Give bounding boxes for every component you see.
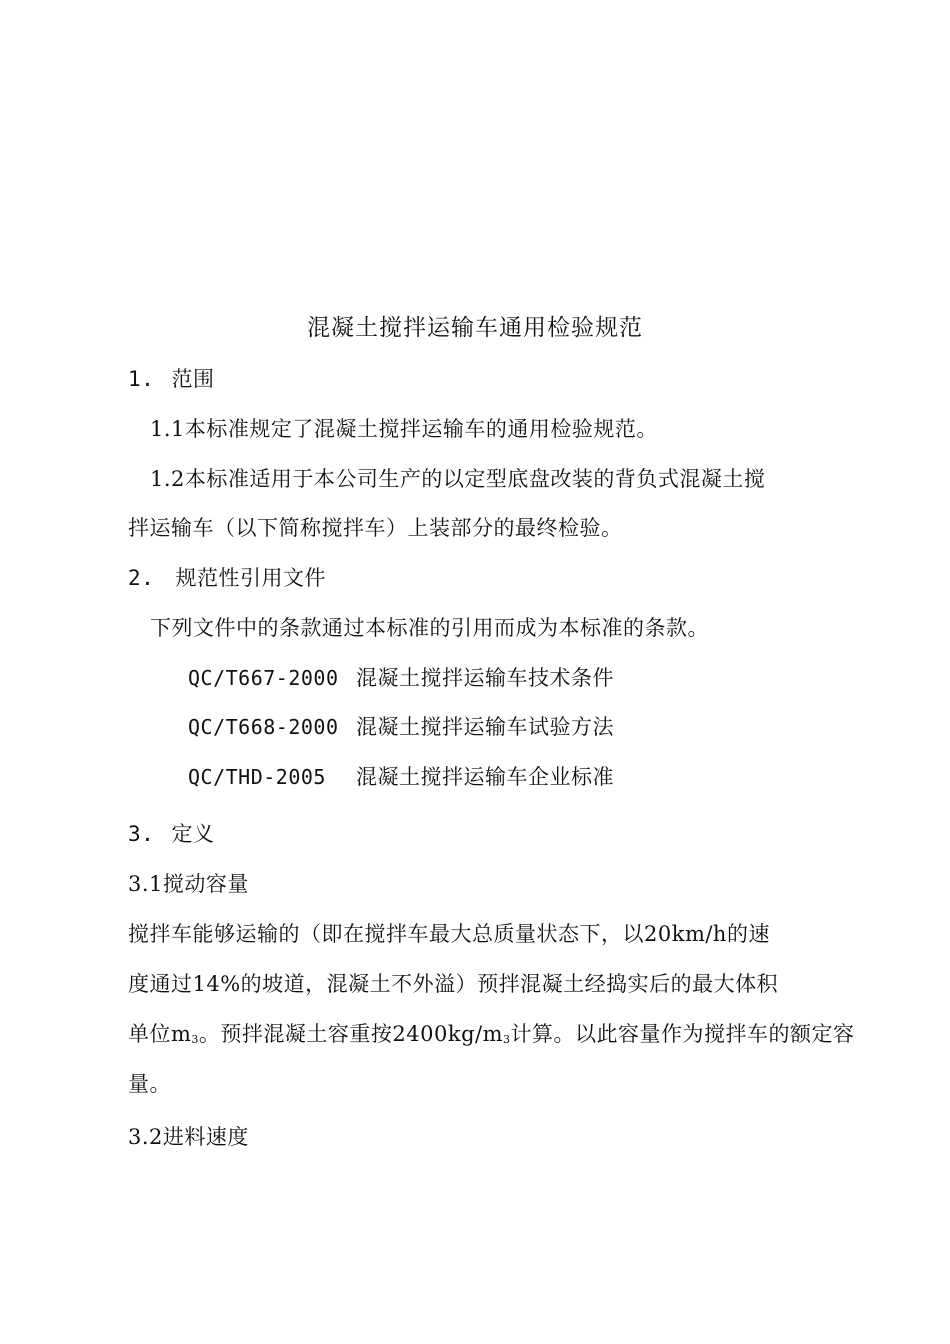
- definition-line-3-part-b: 。预拌混凝土容重按2400kg/m: [198, 1022, 504, 1046]
- reference-name: 混凝土搅拌运输车技术条件: [356, 666, 614, 690]
- definition-line-3-part-a: 单位m: [128, 1022, 192, 1046]
- reference-code: QC/T667-2000: [188, 666, 339, 690]
- clause-1-1: 1.1本标准规定了混凝土搅拌运输车的通用检验规范。: [150, 417, 658, 441]
- definition-line-4: 量。: [128, 1072, 171, 1096]
- clause-1-2-line-1: 1.2本标准适用于本公司生产的以定型底盘改装的背负式混凝土搅: [150, 467, 766, 491]
- clause-1-2-line-2: 拌运输车（以下简称搅拌车）上装部分的最终检验。: [128, 516, 623, 540]
- section-2-title: 规范性引用文件: [175, 566, 326, 590]
- section-2-number: 2.: [128, 566, 155, 590]
- cubic-subscript: 3: [191, 1033, 199, 1046]
- document-title: 混凝土搅拌运输车通用检验规范: [307, 315, 643, 341]
- section-3-number: 3.: [128, 822, 155, 846]
- section-3-title: 定义: [171, 822, 215, 846]
- definition-line-1: 搅拌车能够运输的（即在搅拌车最大总质量状态下，以20km/h的速: [128, 922, 770, 946]
- definition-line-3-part-c: 计算。以此容量作为搅拌车的额定容: [510, 1022, 855, 1046]
- reference-name: 混凝土搅拌运输车试验方法: [356, 715, 614, 739]
- definition-line-2: 度通过14%的坡道，混凝土不外溢）预拌混凝土经捣实后的最大体积: [128, 972, 779, 996]
- subsection-3-1-heading: 3.1搅动容量: [128, 872, 249, 896]
- reference-name: 混凝土搅拌运输车企业标准: [356, 765, 614, 789]
- reference-code: QC/T668-2000: [188, 715, 339, 739]
- reference-code: QC/THD-2005: [188, 765, 326, 789]
- reference-row: [188, 713, 614, 741]
- section-1-number: 1.: [128, 367, 155, 391]
- section-2-intro: 下列文件中的条款通过本标准的引用而成为本标准的条款。: [150, 616, 709, 640]
- section-1-heading: [128, 365, 214, 393]
- section-1-title: 范围: [171, 367, 215, 391]
- reference-row: [188, 763, 614, 791]
- definition-line-3: [128, 1020, 855, 1054]
- section-2-heading: [128, 564, 326, 592]
- subsection-3-2-heading: 3.2进料速度: [128, 1125, 249, 1149]
- cubic-subscript: 3: [503, 1033, 511, 1046]
- reference-row: [188, 664, 614, 692]
- section-3-heading: [128, 820, 214, 848]
